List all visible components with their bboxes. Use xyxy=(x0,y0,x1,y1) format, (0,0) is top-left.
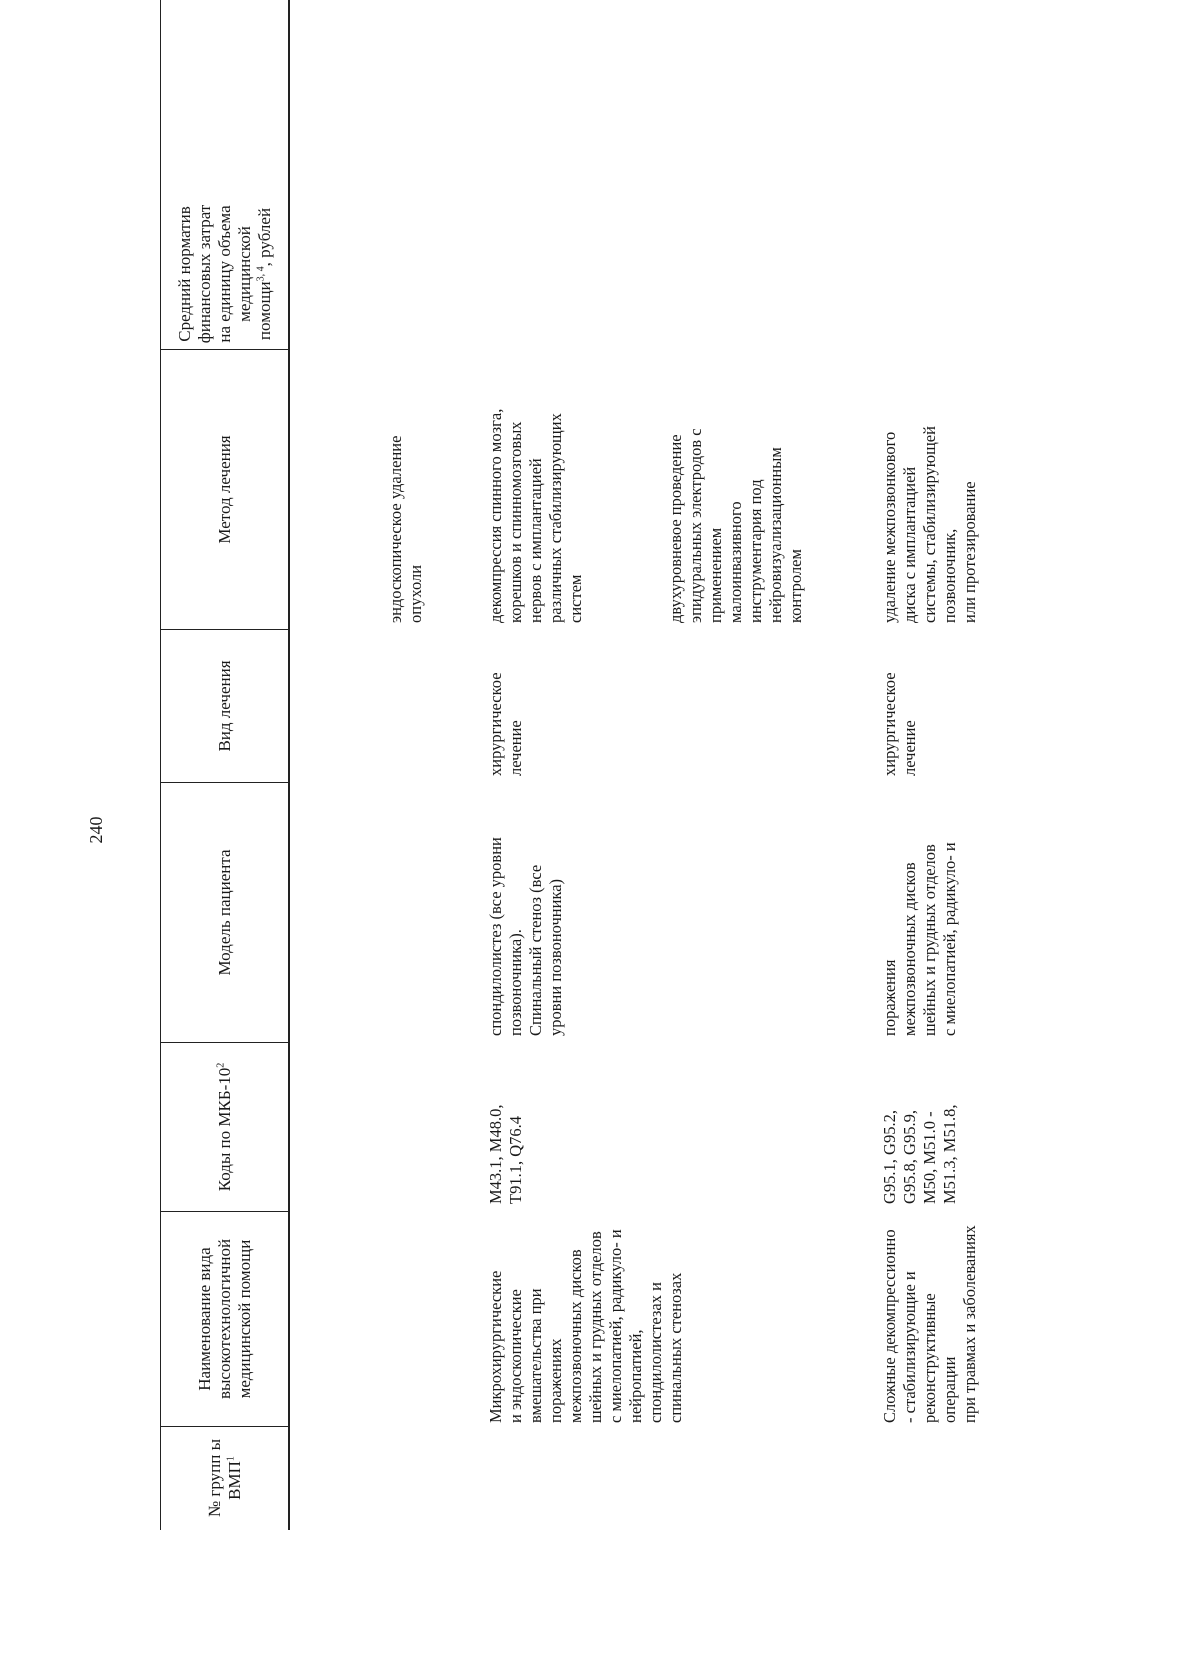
col-divider xyxy=(160,1042,288,1043)
header-treatment-type: Вид лечения xyxy=(215,660,234,752)
table-cell-model: спондилолистез (все уровни позвоночника). Спинальный стеноз (все уровни позвоночника) xyxy=(486,837,565,1036)
header-treatment-method: Метод лечения xyxy=(215,435,234,544)
col-divider xyxy=(160,349,288,350)
table-cell-type: хирургическое лечение xyxy=(486,672,525,776)
table-cell-name: Сложные декомпрессионно - стабилизирующие и реконструктивные операции при травмах и заболеваниях xyxy=(880,1225,979,1423)
table-top-border xyxy=(160,0,161,1530)
header-name: Наименование вида высокотехнологичной медицинской помощи xyxy=(195,1238,254,1400)
table-cell-method: декомпрессия спинного мозга, корешков и спинномозговых нервов с имплантацией различных стабилизирующих систем xyxy=(486,408,585,623)
table-cell-method: удаление межпозвонкового диска с имплантацией системы, стабилизирующей позвоночник, или протезирование xyxy=(880,426,979,623)
header-cost: Средний норматив финансовых затрат на единицу объема медицинской помощи$^{3, 4}$, рублей xyxy=(175,204,274,344)
page-number: 240 xyxy=(86,816,106,844)
table-cell-codes: M43.1, M48.0, T91.1, Q76.4 xyxy=(486,1104,525,1204)
col-divider xyxy=(160,1211,288,1212)
table-cell-name: Микрохирургические и эндоскопические вмешательства при поражениях межпозвоночных дисков шейных и грудных отделов с миелопатией, радикуло- и нейропатией, спондилолистезах и спинальных стенозах xyxy=(486,1229,685,1423)
header-codes: Коды по МКБ-$10^2$ xyxy=(215,1062,234,1192)
rotated-table xyxy=(160,0,1200,1530)
col-divider xyxy=(160,1426,288,1427)
table-cell-method: эндоскопическое удаление опухоли xyxy=(386,435,425,623)
col-divider xyxy=(160,629,288,630)
header-patient-model: Модель пациента xyxy=(215,849,234,976)
header-group-no: № групп ы ВМП$^1$ xyxy=(205,1438,244,1518)
header-bottom-border xyxy=(288,0,290,1530)
table-cell-type: хирургическое лечение xyxy=(880,672,919,776)
table-cell-method: двухуровневое проведение эпидуральных электродов с применением малоинвазивного инструментария под нейровизуализационным контролем xyxy=(666,428,805,623)
table-cell-model: поражения межпозвоночных дисков шейных и грудных отделов с миелопатией, радикуло- и xyxy=(880,842,959,1036)
table-cell-codes: G95.1, G95.2, G95.8, G95.9, M50, M51.0 - M51.3, M51.8, xyxy=(880,1104,959,1204)
col-divider xyxy=(160,782,288,783)
